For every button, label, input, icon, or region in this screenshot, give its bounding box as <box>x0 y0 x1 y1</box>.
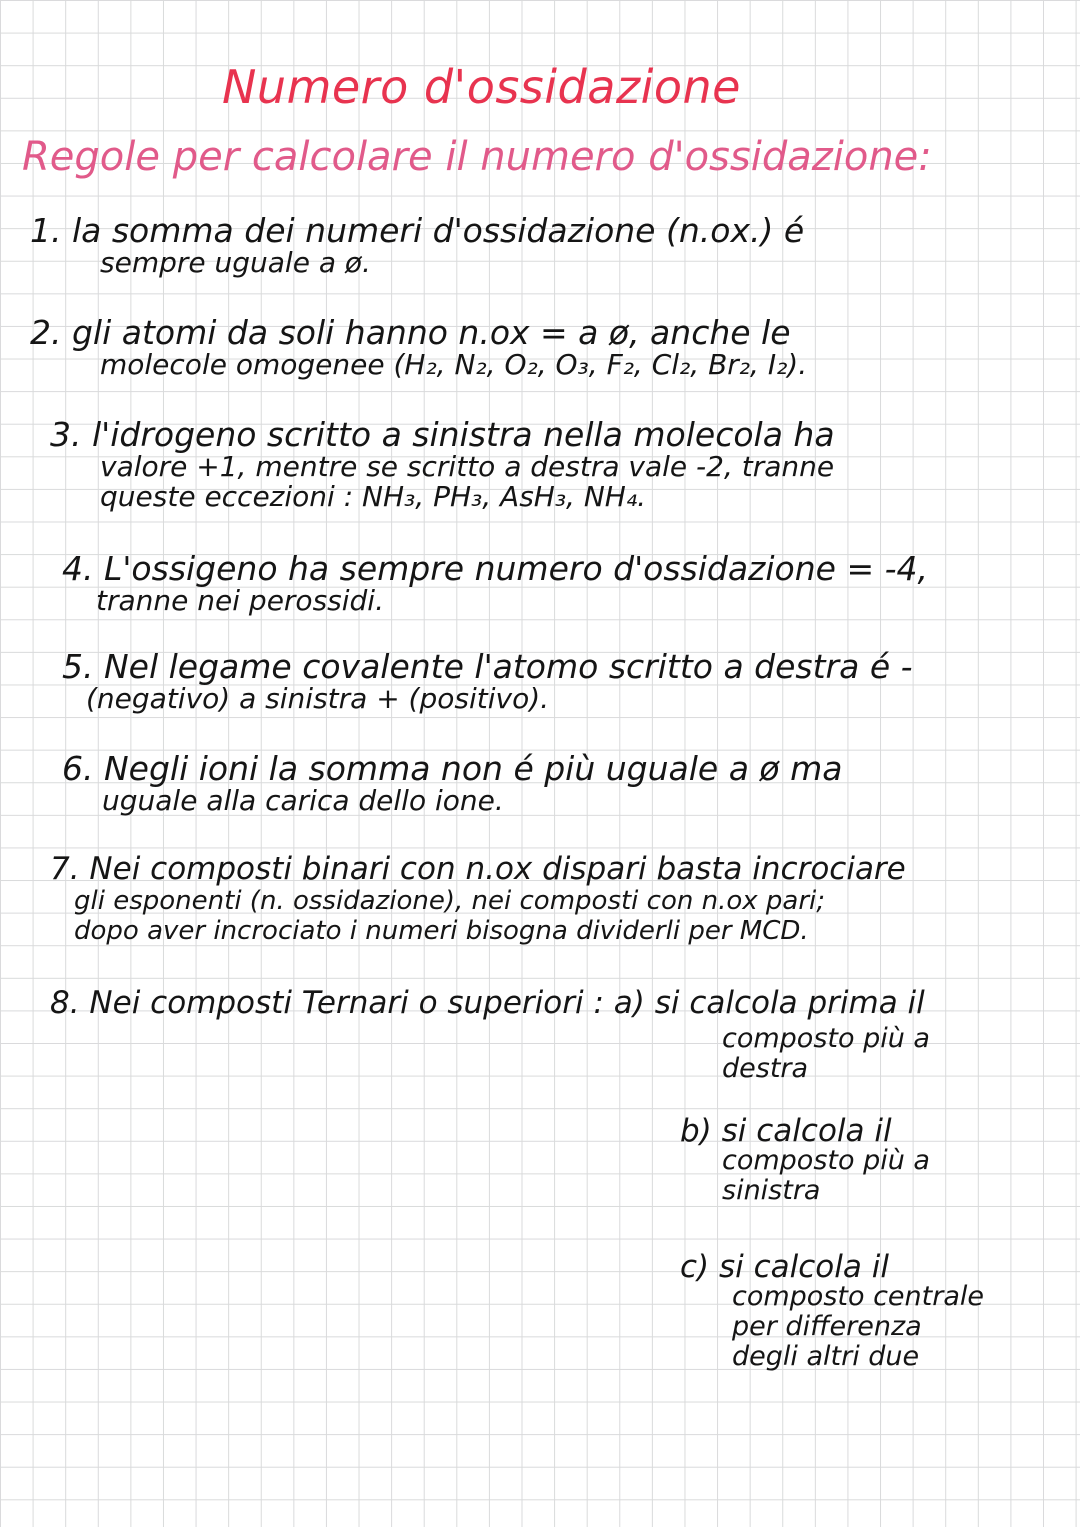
rule-line: 1. la somma dei numeri d'ossidazione (n.ox.) é <box>30 211 805 250</box>
substep-a <box>722 1024 930 1084</box>
rule-line: molecole omogenee (H₂, N₂, O₂, O₃, F₂, Cl₂, Br₂, I₂). <box>100 348 808 381</box>
rule-line: 6. Negli ioni la somma non é più uguale a ø ma <box>62 749 843 788</box>
rule-line: queste eccezioni : NH₃, PH₃, AsH₃, NH₄. <box>100 480 646 513</box>
rule-line: dopo aver incrociato i numeri bisogna dividerli per MCD. <box>74 916 809 946</box>
substep-line: b) si calcola il <box>680 1113 892 1149</box>
rule-line: 4. L'ossigeno ha sempre numero d'ossidazione = -4, <box>62 549 928 588</box>
rule-line: 3. l'idrogeno scritto a sinistra nella molecola ha <box>50 415 835 454</box>
rule-line: 2. gli atomi da soli hanno n.ox = a ø, anche le <box>30 313 791 352</box>
rule-line: tranne nei perossidi. <box>96 584 384 617</box>
substep-line: composto centrale <box>732 1281 984 1312</box>
rule-8 <box>50 986 925 1020</box>
substep-line: sinistra <box>722 1175 821 1206</box>
substep-line: composto più a <box>722 1023 930 1054</box>
rule-line: valore +1, mentre se scritto a destra vale -2, tranne <box>100 450 835 483</box>
rule-6 <box>62 749 843 817</box>
substep-line: destra <box>722 1053 809 1084</box>
rule-7 <box>50 852 906 946</box>
page-title: Numero d'ossidazione <box>222 60 741 114</box>
rule-line: 8. Nei composti Ternari o superiori : a) si calcola prima il <box>50 985 925 1021</box>
substep-line: per differenza <box>732 1311 922 1342</box>
rule-3 <box>50 415 835 513</box>
rule-line: 5. Nel legame covalente l'atomo scritto a destra é - <box>62 647 913 686</box>
substep-b <box>680 1113 930 1206</box>
rule-1 <box>30 211 805 279</box>
rule-line: gli esponenti (n. ossidazione), nei composti con n.ox pari; <box>74 886 826 916</box>
substep-line: c) si calcola il <box>680 1249 889 1285</box>
substep-line: degli altri due <box>732 1341 920 1372</box>
rule-line: uguale alla carica dello ione. <box>102 784 504 817</box>
rule-5 <box>62 647 913 715</box>
rule-2 <box>30 313 808 381</box>
rule-4 <box>62 549 928 617</box>
rule-line: sempre uguale a ø. <box>100 246 371 279</box>
rule-line: 7. Nei composti binari con n.ox dispari basta incrociare <box>50 851 906 887</box>
section-heading: Regole per calcolare il numero d'ossidazione: <box>22 134 932 180</box>
rule-line: (negativo) a sinistra + (positivo). <box>86 682 550 715</box>
substep-line: composto più a <box>722 1145 930 1176</box>
substep-c <box>680 1249 984 1372</box>
